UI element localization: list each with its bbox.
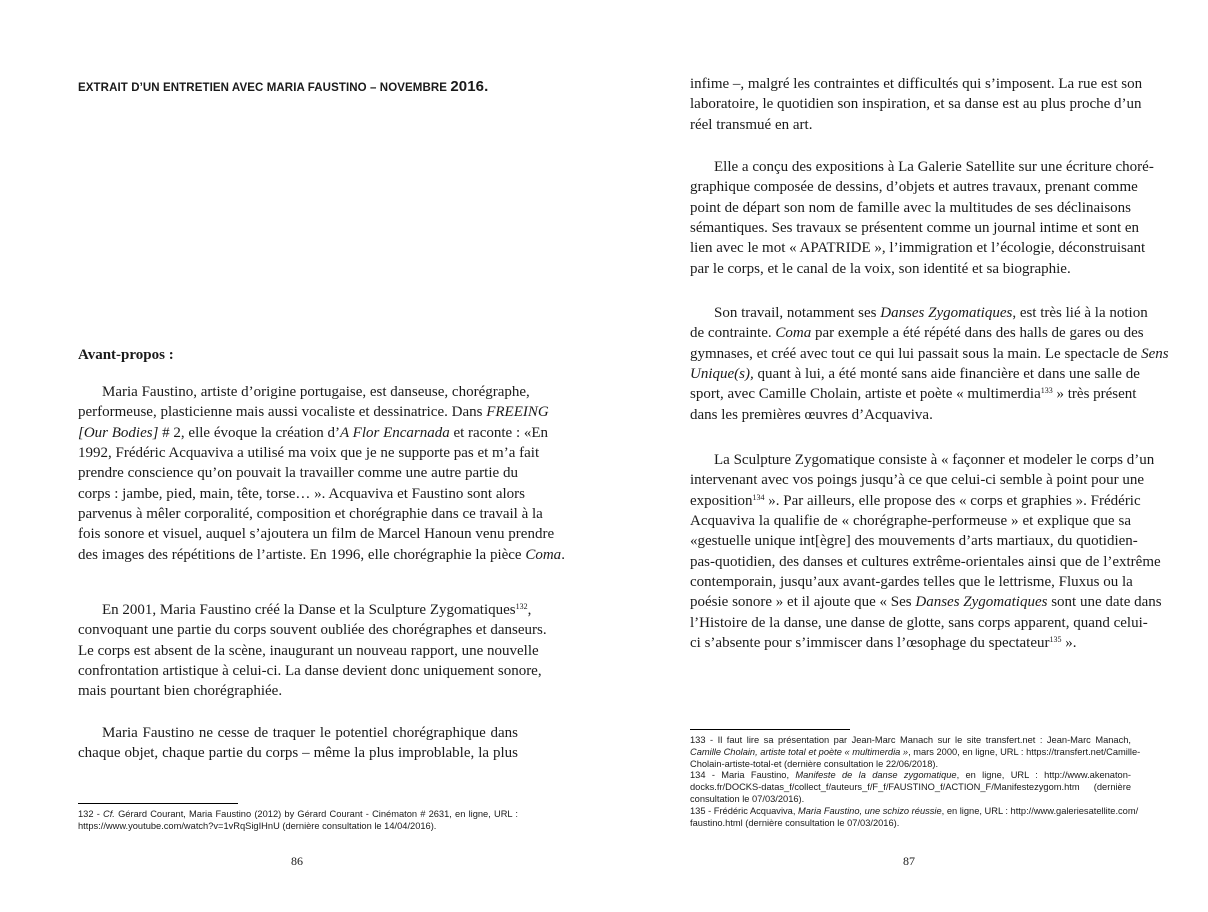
text-run: https://www.youtube.com/watch?v=1vRqSigIHnU (dernière consultation le 14/04/2016). [78, 820, 437, 831]
text-run: » très présent [1052, 386, 1137, 403]
text-run: , est très lié à la notion [1012, 305, 1148, 321]
text-run: Le corps est absent de la scène, inaugurant un nouveau rapport, une nouvelle [78, 642, 539, 659]
text-run: prendre conscience qu’on pouvait la travailler comme une autre partie du [78, 465, 518, 482]
text-line [690, 491, 1141, 511]
text-run: La Sculpture Zygomatique consiste à « façonner et modeler le corps d’un [714, 452, 1155, 468]
paragraph [690, 303, 1169, 425]
text-line [690, 735, 1131, 747]
italic-text: [Our Bodies] [78, 424, 159, 441]
text-line [690, 572, 1131, 592]
text-run: infime –, malgré les contraintes et difficultés qui s’imposent. La rue est son [690, 76, 1143, 92]
italic-text: Danses Zygomatiques [915, 594, 1048, 611]
text-line [690, 770, 1131, 782]
paragraph [78, 600, 547, 702]
text-run: dans les premières œuvres d’Acquaviva. [690, 406, 933, 423]
text-run: de contrainte. [690, 325, 776, 342]
text-run: fois sonore et visuel, auquel s’ajoutera un film de Marcel Hanoun venu prendre [78, 526, 555, 543]
footnote-ref: 132 [515, 602, 528, 611]
text-run: ». Par ailleurs, elle propose des « corps et graphies ». Frédéric [764, 492, 1141, 509]
text-line [690, 470, 1145, 490]
paragraph [690, 74, 1143, 135]
text-run: graphique composée de dessins, d’objets et autres travaux, prenant comme [690, 179, 1138, 196]
text-run: par le corps, et le canal de la voix, son identité et sa biographie. [690, 260, 1071, 277]
text-run: , en ligne, URL : http://www.galeriesatellite.com/ [941, 806, 1139, 816]
text-line [78, 484, 525, 504]
text-line [690, 259, 1131, 279]
left-page [78, 0, 565, 912]
text-run: performeuse, plasticienne mais aussi vocaliste et dessinatrice. Dans [78, 404, 487, 421]
text-line [690, 794, 1131, 806]
text-run: gymnases, et créé avec tout ce qui lui passait sous la main. Le spectacle de [690, 345, 1142, 362]
paragraph [690, 157, 1154, 279]
footnote-rule [690, 729, 850, 730]
text-line [690, 759, 1131, 771]
text-line [690, 511, 1131, 531]
text-run: intervenant avec vos poings jusqu’à ce que celui-ci semble à point pour une [690, 472, 1145, 489]
text-run: des images des répétitions de l’artiste. En 1996, elle chorégraphie la pièce [78, 546, 526, 563]
title-year: 2016. [450, 78, 489, 95]
text-run: faustino.html (dernière consultation le 07/03/2016). [690, 817, 900, 828]
footnote-ref: 135 [1049, 635, 1062, 645]
text-line [78, 600, 532, 620]
right-page [690, 0, 1169, 912]
text-line [690, 818, 1131, 830]
page-number: 87 [903, 854, 915, 868]
footnote-rule [78, 803, 238, 804]
text-run: , [527, 602, 532, 618]
text-line [690, 405, 1131, 425]
text-line [690, 531, 1138, 551]
text-line [690, 450, 1155, 470]
text-line [690, 115, 1131, 135]
text-run: docks.fr/DOCKS-datas_f/collect_f/auteurs_f/F_f/FAUSTINO_f/ACTION_F/Manifestezygom.htm (dernière [690, 781, 1131, 792]
text-run: 1992, Frédéric Acquaviva a utilisé ma voix que je ne supporte pas et m’a fait [78, 445, 540, 462]
text-run: contemporain, jusqu’aux avant-gardes telles que le lettrisme, Fluxus ou la [690, 574, 1133, 591]
text-line [78, 743, 518, 763]
text-line [690, 806, 1139, 818]
italic-text: Manifeste de la danse zygomatique [795, 770, 957, 780]
text-line [78, 504, 543, 524]
text-run: , en ligne, URL : http://www.akenaton- [956, 770, 1131, 780]
text-line [690, 323, 1144, 343]
text-line [78, 809, 518, 821]
text-run: , mars 2000, en ligne, URL : https://transfert.net/Camille- [908, 746, 1141, 757]
text-run: Maria Faustino ne cesse de traquer le potentiel chorégraphique dans [102, 725, 518, 741]
text-line [690, 613, 1148, 633]
text-line [78, 620, 547, 640]
footnote [690, 806, 1139, 830]
text-line [690, 218, 1140, 238]
text-run: consultation le 07/03/2016). [690, 793, 805, 804]
interview-title [78, 78, 488, 95]
text-run: par exemple a été répété dans des halls de gares ou des [811, 325, 1144, 342]
text-line [78, 524, 555, 544]
text-line [690, 198, 1131, 218]
text-run: . [561, 546, 565, 563]
text-run: parvenus à mêler corporalité, composition et chorégraphie dans ce travail à la [78, 506, 543, 523]
text-run: laboratoire, le quotidien son inspiration, et sa danse est au plus proche d’un [690, 96, 1142, 113]
text-run: Cholain-artiste-total-et (dernière consultation le 22/06/2018). [690, 758, 939, 769]
page-number: 86 [291, 854, 303, 868]
text-run: sémantiques. Ses travaux se présentent comme un journal intime et sont en [690, 220, 1140, 237]
text-run: confrontation artistique à celui-ci. La danse devient donc uniquement sonore, [78, 663, 542, 680]
text-run: mais pourtant bien chorégraphiée. [78, 683, 283, 700]
text-line [690, 364, 1140, 384]
text-line [690, 782, 1131, 794]
text-run: En 2001, Maria Faustino créé la Danse et la Sculpture Zygomatiques [102, 602, 516, 618]
text-run: # 2, elle évoque la création d’ [158, 424, 341, 441]
text-run: Acquaviva la qualifie de « chorégraphe-performeuse » et explique que sa [690, 513, 1131, 530]
text-line [78, 821, 518, 833]
text-run: quant à lui, a été monté sans aide financière et dans une salle de [753, 366, 1140, 383]
italic-text: FREEING [486, 404, 549, 421]
text-run: «gestuelle unique int[ègre] des mouvements d’arts martiaux, du quotidien- [690, 533, 1138, 550]
text-run: et raconte : «En [449, 424, 549, 441]
italic-text: A Flor Encarnada [340, 424, 450, 441]
title-text: EXTRAIT D’UN ENTRETIEN AVEC MARIA FAUSTINO – NOVEMBRE [78, 82, 451, 94]
text-line [78, 382, 530, 402]
italic-text: Camille Cholain, artiste total et poète « multimerdia » [690, 746, 909, 757]
text-run: l’Histoire de la danse, une danse de glotte, sans corps apparent, quand celui- [690, 614, 1148, 631]
text-line [78, 723, 518, 743]
text-run: chaque objet, chaque partie du corps – même la plus improblable, la plus [78, 745, 518, 762]
text-line [78, 661, 542, 681]
text-line [690, 344, 1169, 364]
text-line [690, 238, 1146, 258]
text-line [690, 303, 1148, 323]
text-line [690, 746, 1141, 759]
text-line [690, 94, 1142, 114]
paragraph [690, 450, 1162, 653]
text-run: 132 - [78, 809, 103, 819]
text-run: lien avec le mot « APATRIDE », l’immigration et l’écologie, déconstruisant [690, 240, 1146, 257]
text-run: ». [1061, 635, 1077, 652]
text-run: 135 - Frédéric Acquaviva, [690, 806, 798, 816]
text-run: poésie sonore » et il ajoute que « Ses [690, 594, 916, 611]
italic-text: Sens [1141, 345, 1169, 362]
text-run: ci s’absente pour s’immiscer dans l’œsophage du spectateur [690, 635, 1050, 652]
text-line [78, 681, 518, 701]
footnote-ref: 133 [1040, 386, 1053, 396]
text-run: Son travail, notamment ses [714, 305, 881, 321]
italic-text: Maria Faustino, une schizo réussie [798, 806, 942, 816]
text-line [78, 423, 549, 443]
text-run: Gérard Courant, Maria Faustino (2012) by Gérard Courant - Cinématon # 2631, en ligne, URL : [114, 809, 519, 819]
text-line [690, 552, 1161, 572]
text-run: sport, avec Camille Cholain, artiste et poète « multimerdia [690, 386, 1041, 403]
footnote [690, 770, 1131, 805]
text-line [690, 384, 1137, 404]
text-line [78, 443, 540, 463]
paragraph [78, 382, 565, 565]
italic-text: Unique(s), [690, 366, 754, 383]
italic-text: Coma [775, 325, 812, 342]
text-line [690, 592, 1162, 612]
text-run: 133 - Il faut lire sa présentation par Jean-Marc Manach sur le site transfert.net : Jean-Marc Manach, [690, 735, 1131, 745]
text-line [690, 177, 1138, 197]
text-run: sont une date dans [1047, 594, 1162, 611]
text-line [78, 641, 539, 661]
italic-text: Cf. [103, 809, 115, 819]
text-line [78, 463, 518, 483]
footnote [690, 735, 1141, 770]
text-run: exposition [690, 492, 753, 509]
text-line [78, 545, 565, 565]
text-run: pas-quotidien, des danses et cultures extrême-orientales ainsi que de l’extrême [690, 553, 1161, 570]
text-run: Maria Faustino, artiste d’origine portugaise, est danseuse, chorégraphe, [102, 384, 530, 400]
text-line [690, 633, 1131, 653]
footnote-ref: 134 [752, 492, 765, 502]
text-run: Elle a conçu des expositions à La Galerie Satellite sur une écriture choré- [714, 159, 1154, 175]
text-line [78, 402, 549, 422]
text-run: 134 - Maria Faustino, [690, 770, 796, 780]
italic-text: Danses Zygomatiques [880, 305, 1013, 321]
text-line [690, 74, 1143, 94]
text-line [690, 157, 1154, 177]
text-run: corps : jambe, pied, main, tête, torse… ». Acquaviva et Faustino sont alors [78, 485, 525, 502]
footnote [78, 809, 518, 833]
text-run: convoquant une partie du corps souvent oubliée des chorégraphes et danseurs. [78, 622, 547, 639]
paragraph [78, 723, 518, 764]
text-run: point de départ son nom de famille avec la multitudes de ses déclinaisons [690, 199, 1131, 216]
text-run: réel transmué en art. [690, 116, 813, 133]
italic-text: Coma [525, 546, 562, 563]
section-heading: Avant-propos : [78, 347, 174, 363]
